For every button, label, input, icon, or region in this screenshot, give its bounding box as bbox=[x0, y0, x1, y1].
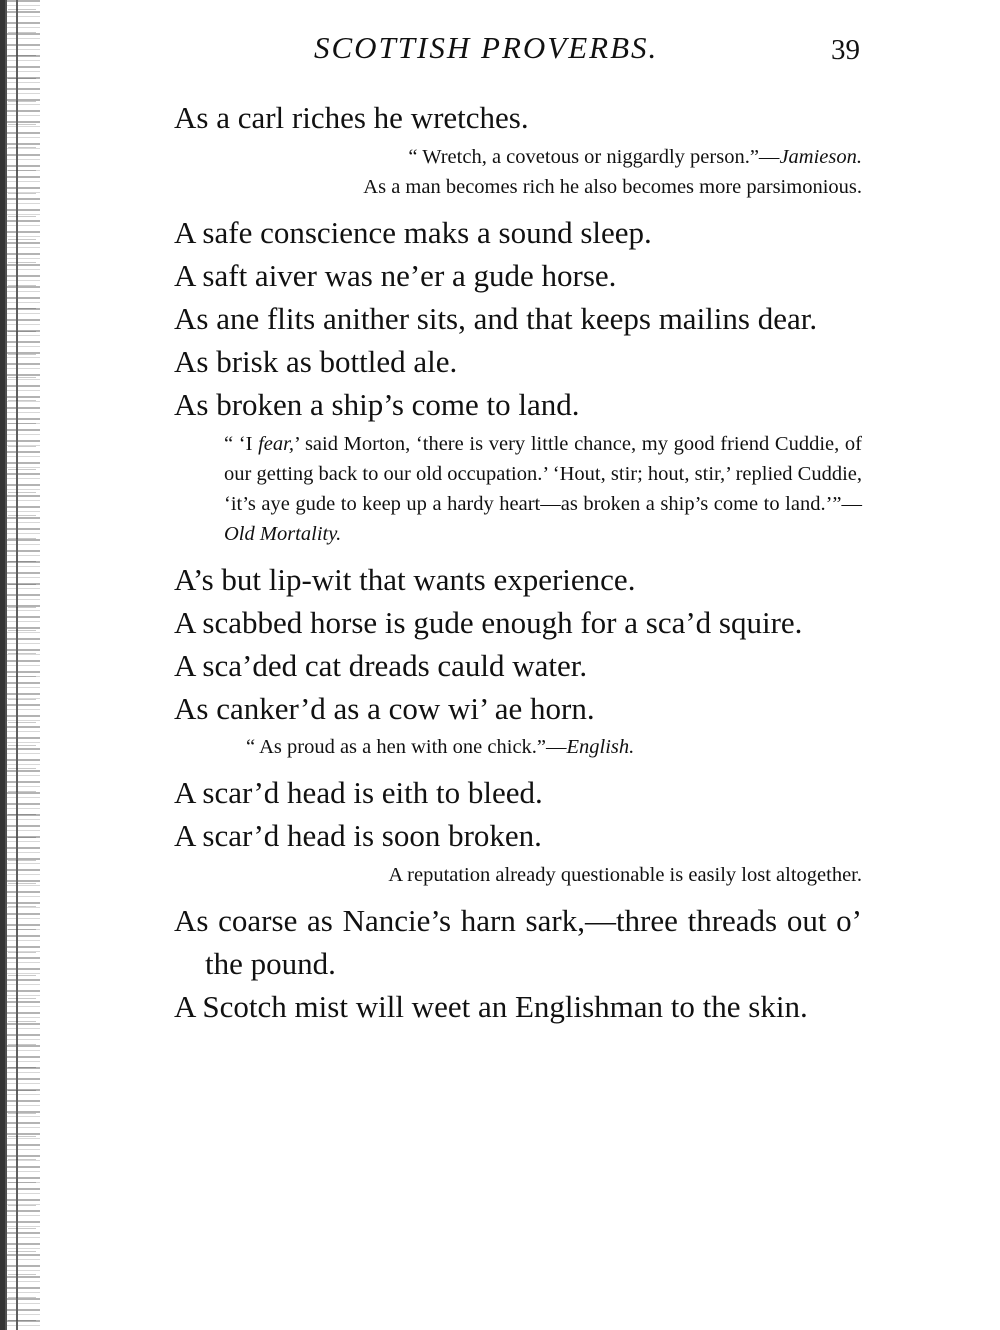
note bbox=[174, 142, 862, 202]
note-text: “ ‘I bbox=[224, 433, 259, 455]
page-header bbox=[174, 30, 864, 74]
proverb: A safe conscience maks a sound sleep. bbox=[174, 215, 652, 250]
proverb: As brisk as bottled ale. bbox=[174, 344, 458, 379]
proverb: A scar’d head is soon broken. bbox=[174, 818, 542, 853]
note-source: Jamieson. bbox=[779, 146, 862, 168]
proverb: As canker’d as a cow wi’ ae horn. bbox=[174, 691, 595, 726]
proverb: A sca’ded cat dreads cauld water. bbox=[174, 648, 588, 683]
proverb: A scabbed horse is gude enough for a sca’d squire. bbox=[174, 605, 803, 640]
note-source: English. bbox=[566, 736, 635, 758]
note-line bbox=[226, 142, 862, 172]
note-text: A reputation already questionable is easily lost altogether. bbox=[388, 864, 862, 886]
page-number: 39 bbox=[831, 34, 860, 66]
proverb: As ane flits anither sits, and that keeps mailins dear. bbox=[174, 301, 818, 336]
note-text: “ Wretch, a covetous or niggardly person.”— bbox=[408, 146, 780, 168]
note bbox=[174, 860, 862, 890]
note-text: ’ said Morton, ‘there is very little chance, my good friend Cuddie, of our getting back to our old occupation.’ ‘Hout, stir; hout, stir,’ replied Cuddie, ‘it’s aye gude to keep up a hardy heart—as broken a ship’s come to land.’”— bbox=[224, 433, 862, 515]
note-line: As a man becomes rich he also becomes more parsimonious. bbox=[363, 176, 862, 198]
proverb: A scar’d head is eith to bleed. bbox=[174, 775, 543, 810]
note bbox=[174, 732, 862, 762]
note-text: “ As proud as a hen with one chick.”— bbox=[246, 736, 567, 758]
note bbox=[174, 429, 862, 549]
proverb: As coarse as Nancie’s harn sark,—three threads out o’ the pound. bbox=[174, 903, 862, 981]
proverb: A Scotch mist will weet an Englishman to the skin. bbox=[174, 989, 808, 1024]
book-spine-shadow bbox=[0, 0, 40, 1330]
proverb: A’s but lip-wit that wants experience. bbox=[174, 562, 636, 597]
note-text: fear, bbox=[258, 433, 294, 455]
note-source: Old Mortality. bbox=[224, 523, 342, 545]
proverb: A saft aiver was ne’er a gude horse. bbox=[174, 258, 617, 293]
running-title: SCOTTISH PROVERBS. bbox=[314, 30, 659, 65]
proverb: As broken a ship’s come to land. bbox=[174, 387, 580, 422]
proverb: As a carl riches he wretches. bbox=[174, 100, 529, 135]
proverb-list bbox=[174, 96, 862, 1028]
